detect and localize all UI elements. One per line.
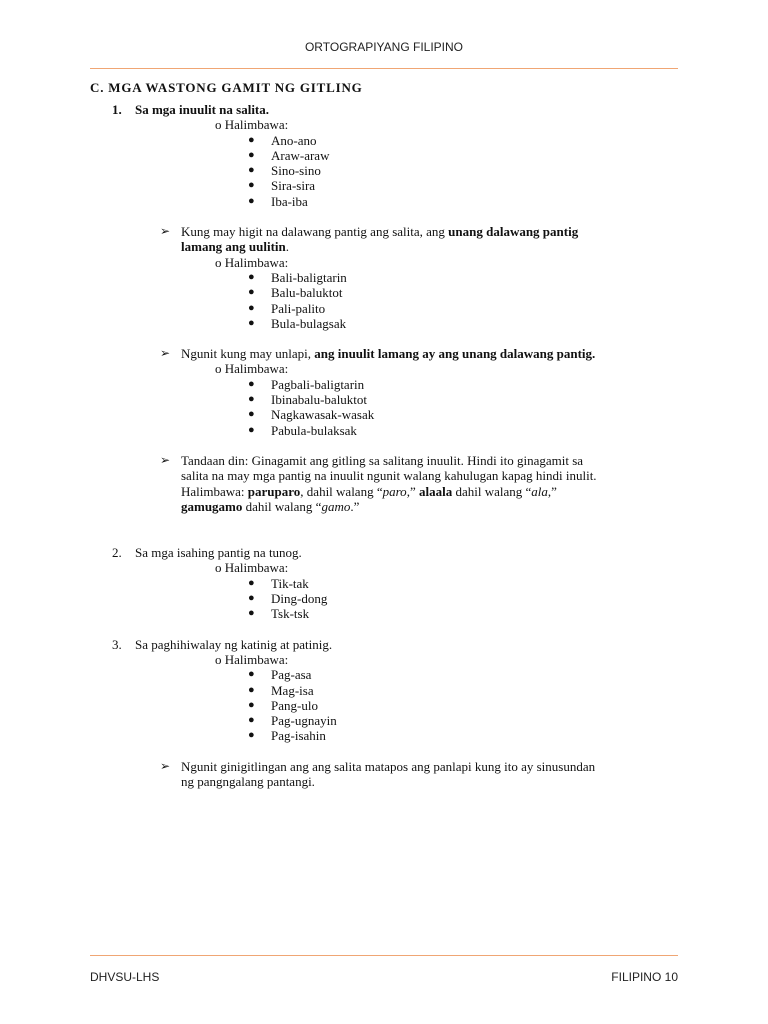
example-label: o Halimbawa: — [215, 361, 289, 377]
arrow-bullet-icon: ➢ — [160, 452, 171, 467]
bullet-icon: ● — [248, 408, 255, 421]
example-item: ● Bali-baligtarin — [248, 269, 347, 285]
bullet-icon: ● — [248, 301, 255, 314]
arrow-bullet-icon: ➢ — [160, 758, 171, 773]
bullet-icon: ● — [248, 607, 255, 620]
arrow-note: ➢ Tandaan din: Ginagamit ang gitling sa salitang inuulit. Hindi ito ginagamit sa — [160, 452, 584, 468]
bullet-icon: ● — [248, 179, 255, 192]
bullet-icon: ● — [248, 270, 255, 283]
example-item: ● Araw-araw — [248, 147, 330, 163]
example-item: ● Ano-ano — [248, 132, 317, 148]
bullet-icon: ● — [248, 133, 255, 146]
bullet-icon: ● — [248, 316, 255, 329]
example-item: ● Mag-isa — [248, 682, 314, 698]
item-number: 3. — [112, 636, 122, 652]
item-text: Sa mga isahing pantig na tunog. — [135, 545, 302, 561]
bullet-icon: ● — [248, 148, 255, 161]
example-item: ● Pag-isahin — [248, 728, 326, 744]
bullet-icon: ● — [248, 714, 255, 727]
bullet-icon: ● — [248, 286, 255, 299]
example-item: ● Pang-ulo — [248, 697, 318, 713]
example-item: ● Balu-baluktot — [248, 285, 343, 301]
example-item: ● Bula-bulagsak — [248, 315, 347, 331]
bullet-icon: ● — [248, 164, 255, 177]
item-text: Sa mga inuulit na salita. — [135, 102, 270, 117]
list-item-2 — [0, 545, 768, 560]
arrow-bullet-icon: ➢ — [160, 224, 171, 239]
document-body: 1. Sa mga inuulit na salita. o Halimbawa: ● Ano-ano ● Araw-araw ● Sino-sino ● Sira-sira ● Iba-iba ➢ Kung may higit na dalawang pantig ang salita, ang unang dalawang pantig lamang ang uulitin. o Halimbawa: ● Bali-baligtarin ● Balu-baluktot ● Pali-palito ● Bula-bulagsak ➢ Ngunit kung may unlapi, ang inuulit lamang ay ang unang dalawang pantig. o Halimbawa: ● Pagbali-baligtarin ● Ibinabalu-baluktot ● Nagkawasak-wasak ● Pabula-bulaksak ➢ Tandaan din: Ginagamit ang gitling sa salitang inuulit. Hindi ito ginagamit sa salita na may mga pantig na inuulit ngunit walang kahulugan kapag hindi inulit. Halimbawa: paruparo, dahil walang “paro,” alaala dahil walang “ala,” gamugamo dahil walang “gamo.” 2. Sa mga isahing pantig na tunog. o Halimbawa: ● Tik-tak ● Ding-dong ● Tsk-tsk 3. Sa paghihiwalay ng katinig at patinig. o Halimbawa: ● Pag-asa ● Mag-isa ● Pang-ulo ● Pag-ugnayin ● Pag-isahin ➢ Ngunit ginigitlingan ang ang salita matapos ang panlapi kung ito ay sinusundan ng pangngalang pantangi. — [0, 102, 768, 789]
footer-rule — [90, 955, 678, 956]
arrow-note: ➢ Kung may higit na dalawang pantig ang salita, ang unang dalawang pantig — [160, 224, 579, 240]
example-label: o Halimbawa: — [215, 651, 289, 667]
bullet-icon: ● — [248, 194, 255, 207]
bullet-icon: ● — [248, 576, 255, 589]
example-item: ● Iba-iba — [248, 193, 308, 209]
bullet-icon: ● — [248, 592, 255, 605]
example-item: ● Ibinabalu-baluktot — [248, 392, 368, 408]
example-label: o Halimbawa: — [215, 254, 289, 270]
bullet-icon: ● — [248, 423, 255, 436]
item-number: 1. — [112, 102, 122, 117]
bullet-icon: ● — [248, 377, 255, 390]
arrow-note: ➢ Ngunit kung may unlapi, ang inuulit lamang ay ang unang dalawang pantig. — [160, 346, 596, 362]
example-item: ● Ding-dong — [248, 591, 328, 607]
list-item-1 — [0, 102, 768, 117]
example-label: o Halimbawa: — [215, 117, 289, 133]
header-rule — [90, 68, 678, 69]
bullet-icon: ● — [248, 668, 255, 681]
bullet-icon: ● — [248, 698, 255, 711]
example-item: ● Pag-ugnayin — [248, 713, 337, 729]
example-item: ● Sino-sino — [248, 163, 321, 179]
list-item-3 — [0, 637, 768, 652]
example-item: ● Sira-sira — [248, 178, 316, 194]
example-item: ● Tsk-tsk — [248, 606, 310, 622]
example-item: ● Pag-asa — [248, 667, 312, 683]
section-title: C. MGA WASTONG GAMIT NG GITLING — [90, 80, 363, 95]
example-item: ● Tik-tak — [248, 575, 309, 591]
item-number: 2. — [112, 545, 122, 561]
item-text: Sa paghihiwalay ng katinig at patinig. — [135, 636, 333, 652]
footer-right: FILIPINO 10 — [611, 970, 678, 984]
arrow-bullet-icon: ➢ — [160, 346, 171, 361]
bullet-icon: ● — [248, 729, 255, 742]
bullet-icon: ● — [248, 683, 255, 696]
example-item: ● Pali-palito — [248, 300, 326, 316]
example-item: ● Pabula-bulaksak — [248, 422, 357, 438]
example-item: ● Nagkawasak-wasak — [248, 407, 375, 423]
arrow-note: ➢ Ngunit ginigitlingan ang ang salita matapos ang panlapi kung ito ay sinusundan — [160, 758, 596, 774]
bullet-icon: ● — [248, 393, 255, 406]
example-item: ● Pagbali-baligtarin — [248, 376, 365, 392]
example-label: o Halimbawa: — [215, 560, 289, 576]
footer-left: DHVSU-LHS — [90, 970, 160, 984]
running-header: ORTOGRAPIYANG FILIPINO — [304, 40, 464, 54]
